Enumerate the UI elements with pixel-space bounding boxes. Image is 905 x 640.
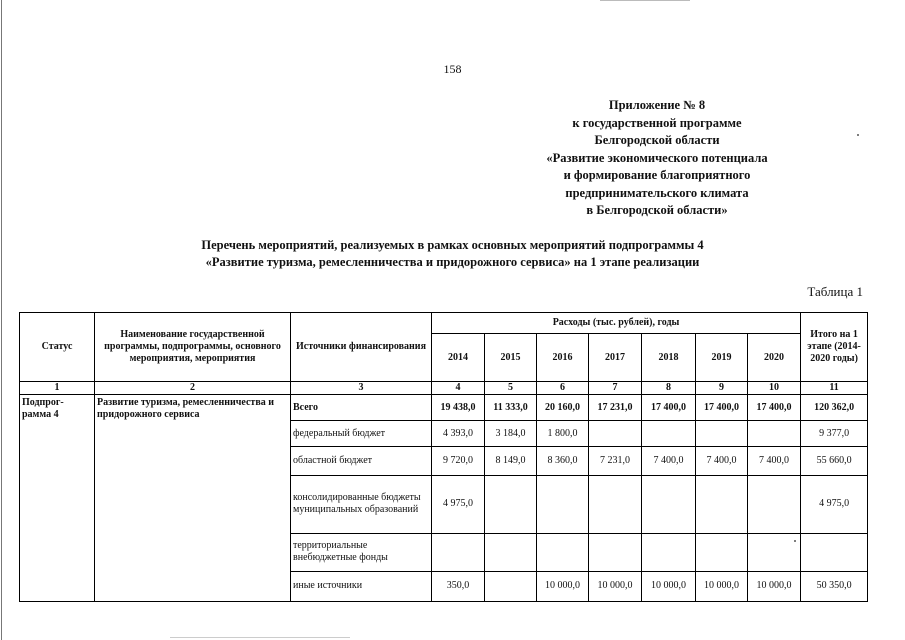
value-cell: 20 160,0 — [537, 395, 589, 421]
appendix-header — [487, 97, 827, 220]
value-cell — [589, 533, 642, 571]
value-cell — [537, 533, 589, 571]
source-cell: территориальные внебюджетные фонды — [291, 533, 432, 571]
title-line-1: Перечень мероприятий, реализуемых в рамках основных мероприятий подпрограммы 4 — [201, 238, 704, 252]
value-cell — [485, 571, 537, 601]
header-year: 2015 — [485, 334, 537, 382]
column-number: 10 — [748, 382, 801, 395]
total-cell: 55 660,0 — [801, 447, 868, 475]
total-cell: 50 350,0 — [801, 571, 868, 601]
source-cell: Всего — [291, 395, 432, 421]
column-number: 8 — [642, 382, 696, 395]
header-year: 2019 — [696, 334, 748, 382]
column-number: 4 — [432, 382, 485, 395]
appendix-line: «Развитие экономического потенциала — [546, 150, 768, 165]
value-cell: 7 231,0 — [589, 447, 642, 475]
appendix-line: к государственной программе — [572, 115, 742, 130]
value-cell — [589, 421, 642, 447]
source-cell: федеральный бюджет — [291, 421, 432, 447]
value-cell: 4 975,0 — [432, 475, 485, 533]
value-cell — [642, 533, 696, 571]
value-cell — [485, 475, 537, 533]
value-cell — [696, 421, 748, 447]
value-cell: 17 231,0 — [589, 395, 642, 421]
value-cell: 1 800,0 — [537, 421, 589, 447]
value-cell — [589, 475, 642, 533]
value-cell: 11 333,0 — [485, 395, 537, 421]
value-cell: 7 400,0 — [748, 447, 801, 475]
total-cell: 120 362,0 — [801, 395, 868, 421]
value-cell: 10 000,0 — [748, 571, 801, 601]
column-number: 9 — [696, 382, 748, 395]
value-cell: 9 720,0 — [432, 447, 485, 475]
header-expenses: Расходы (тыс. рублей), годы — [432, 313, 801, 334]
value-cell — [748, 533, 801, 571]
appendix-line: предпринимательского климата — [565, 185, 749, 200]
value-cell — [642, 421, 696, 447]
scan-speck — [857, 134, 859, 136]
value-cell: 7 400,0 — [696, 447, 748, 475]
source-cell: иные источники — [291, 571, 432, 601]
column-number: 1 — [20, 382, 95, 395]
header-year: 2017 — [589, 334, 642, 382]
value-cell — [748, 475, 801, 533]
header-status: Статус — [20, 313, 95, 382]
source-cell: областной бюджет — [291, 447, 432, 475]
value-cell: 10 000,0 — [589, 571, 642, 601]
header-row-1 — [20, 313, 868, 334]
value-cell — [748, 421, 801, 447]
subprogram-name-cell: Развитие туризма, ремесленничества и придорожного сервиса — [95, 395, 291, 602]
value-cell — [642, 475, 696, 533]
total-cell — [801, 533, 868, 571]
header-sources: Источники финансирования — [291, 313, 432, 382]
value-cell: 8 360,0 — [537, 447, 589, 475]
expenses-table — [19, 312, 868, 602]
title-line-2: «Развитие туризма, ремесленничества и придорожного сервиса» на 1 этапе реализации — [205, 255, 700, 269]
column-number: 11 — [801, 382, 868, 395]
column-number: 5 — [485, 382, 537, 395]
status-cell: Подпрог-рамма 4 — [20, 395, 95, 602]
value-cell — [696, 475, 748, 533]
value-cell: 17 400,0 — [642, 395, 696, 421]
appendix-line: Приложение № 8 — [608, 98, 706, 112]
value-cell: 10 000,0 — [696, 571, 748, 601]
column-number: 6 — [537, 382, 589, 395]
page-number: 158 — [443, 62, 462, 76]
total-cell: 9 377,0 — [801, 421, 868, 447]
scan-left-edge — [1, 0, 2, 640]
column-numbers-row — [20, 382, 868, 395]
header-year: 2018 — [642, 334, 696, 382]
value-cell: 17 400,0 — [696, 395, 748, 421]
header-name: Наименование государственной программы, подпрограммы, основного мероприятия, мероприятия — [95, 313, 291, 382]
scan-top-mark — [600, 0, 690, 1]
appendix-line: Белгородской области — [594, 133, 720, 147]
source-cell: консолидированные бюджеты муниципальных образований — [291, 475, 432, 533]
appendix-line: в Белгородской области» — [586, 203, 728, 217]
header-year: 2020 — [748, 334, 801, 382]
column-number: 7 — [589, 382, 642, 395]
value-cell: 350,0 — [432, 571, 485, 601]
value-cell — [485, 533, 537, 571]
value-cell: 3 184,0 — [485, 421, 537, 447]
header-year: 2016 — [537, 334, 589, 382]
value-cell: 17 400,0 — [748, 395, 801, 421]
document-title — [0, 237, 905, 271]
column-number: 2 — [95, 382, 291, 395]
table-row — [20, 395, 868, 421]
value-cell: 19 438,0 — [432, 395, 485, 421]
value-cell: 4 393,0 — [432, 421, 485, 447]
value-cell: 10 000,0 — [537, 571, 589, 601]
value-cell — [537, 475, 589, 533]
total-cell: 4 975,0 — [801, 475, 868, 533]
value-cell: 7 400,0 — [642, 447, 696, 475]
table-label: Таблица 1 — [807, 284, 863, 299]
appendix-line: и формирование благоприятного — [563, 168, 751, 182]
column-number: 3 — [291, 382, 432, 395]
header-year: 2014 — [432, 334, 485, 382]
scan-bottom-mark — [170, 637, 350, 638]
header-total: Итого на 1 этапе (2014-2020 годы) — [801, 313, 868, 382]
value-cell: 8 149,0 — [485, 447, 537, 475]
value-cell — [432, 533, 485, 571]
value-cell: 10 000,0 — [642, 571, 696, 601]
value-cell — [696, 533, 748, 571]
